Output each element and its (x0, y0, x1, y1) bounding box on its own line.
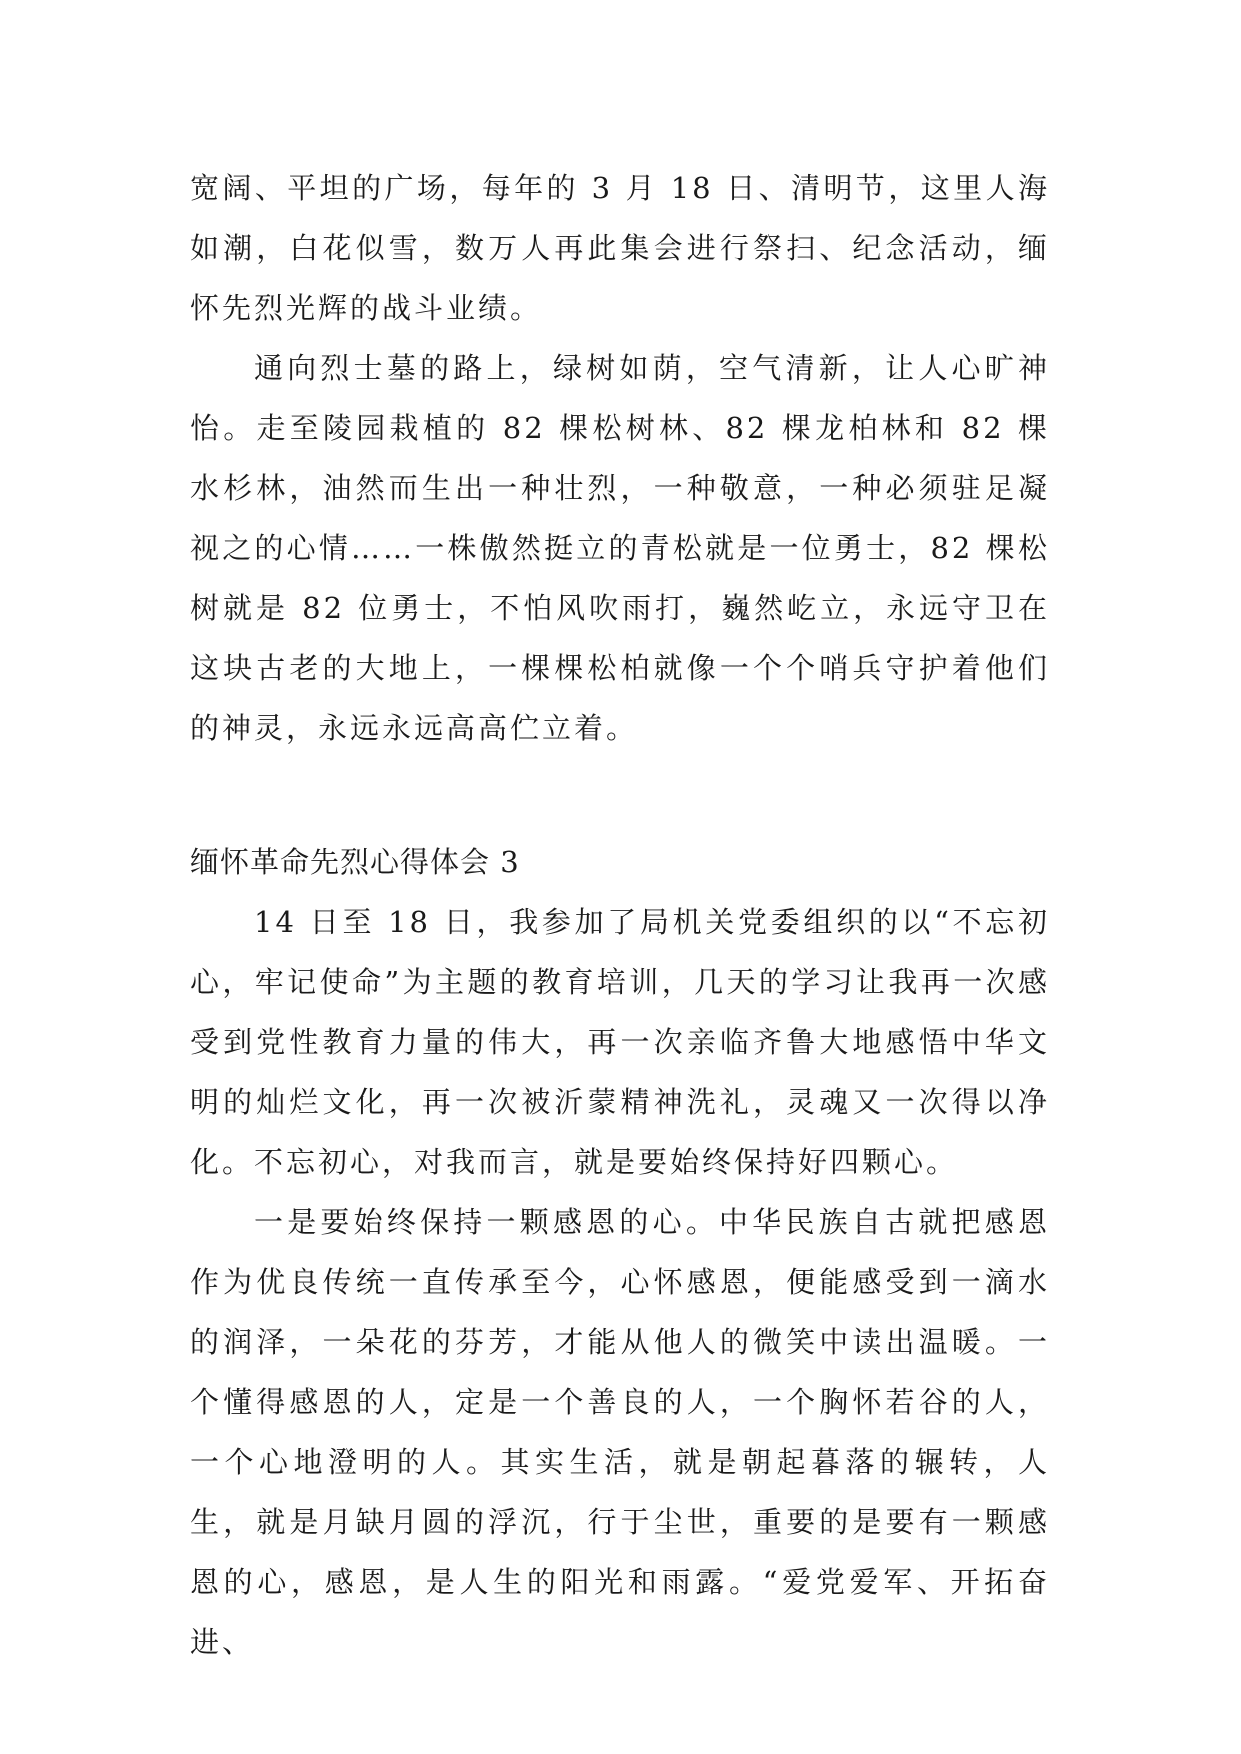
paragraph-training: 14 日至 18 日，我参加了局机关党委组织的以“不忘初心，牢记使命”为主题的教育培训，几天的学习让我再一次感受到党性教育力量的伟大，再一次亲临齐鲁大地感悟中华文明的灿烂文化，再一次被沂蒙精神洗礼，灵魂又一次得以净化。不忘初心，对我而言，就是要始终保持好四颗心。 (190, 905, 1050, 1179)
document-body (190, 158, 1050, 1672)
paragraph-martyrs-road: 通向烈士墓的路上，绿树如荫，空气清新，让人心旷神怡。走至陵园栽植的 82 棵松树林、82 棵龙柏林和 82 棵水杉林，油然而生出一种壮烈，一种敬意，一种必须驻足凝视之的心情……一株傲然挺立的青松就是一位勇士，82 棵松树就是 82 位勇士，不怕风吹雨打，巍然屹立，永远守卫在这块古老的大地上，一棵棵松柏就像一个个哨兵守护着他们的神灵，永远永远高高伫立着。 (190, 351, 1050, 745)
paragraph-continuation: 宽阔、平坦的广场，每年的 3 月 18 日、清明节，这里人海如潮，白花似雪，数万人再此集会进行祭扫、纪念活动，缅怀先烈光辉的战斗业绩。 (190, 171, 1050, 325)
section-title: 缅怀革命先烈心得体会 3 (190, 845, 520, 879)
paragraph-gratitude: 一是要始终保持一颗感恩的心。中华民族自古就把感恩作为优良传统一直传承至今，心怀感恩，便能感受到一滴水的润泽，一朵花的芬芳，才能从他人的微笑中读出温暖。一个懂得感恩的人，定是一个善良的人，一个胸怀若谷的人，一个心地澄明的人。其实生活，就是朝起暮落的辗转，人生，就是月缺月圆的浮沉，行于尘世，重要的是要有一颗感恩的心，感恩，是人生的阳光和雨露。“爱党爱军、开拓奋进、 (190, 1205, 1050, 1659)
